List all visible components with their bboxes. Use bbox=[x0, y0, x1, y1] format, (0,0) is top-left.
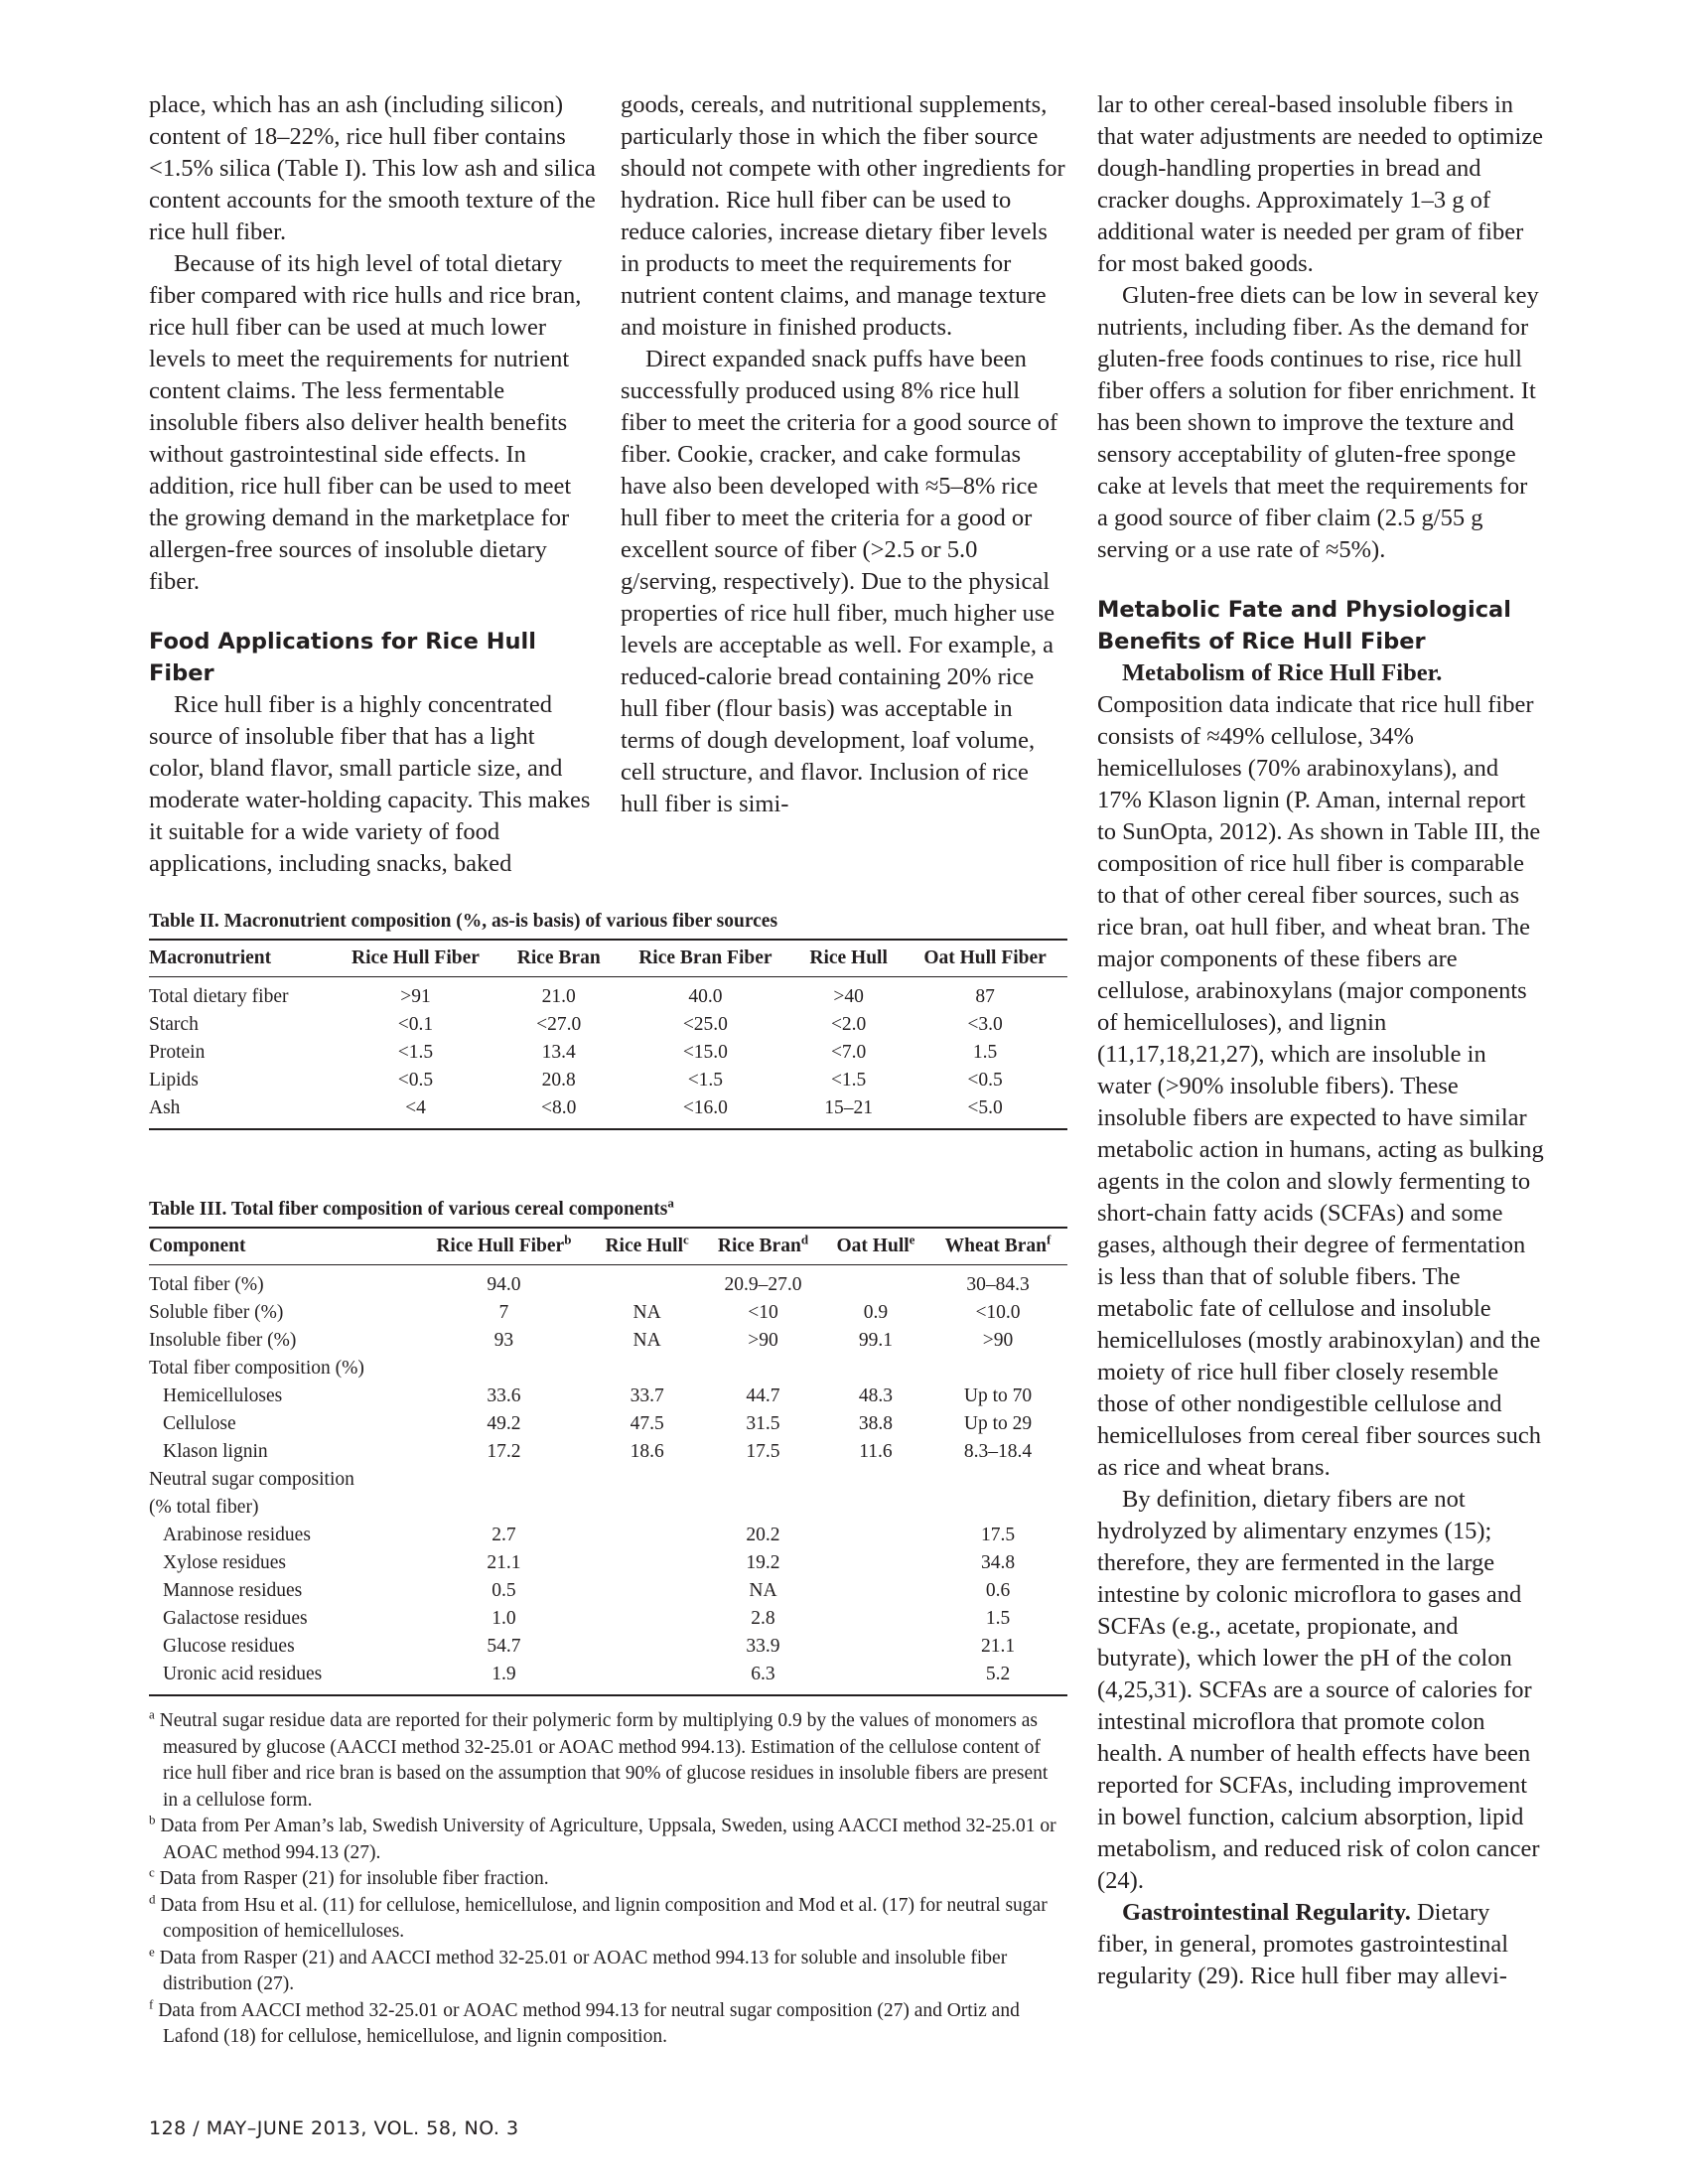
row-label: Cellulose bbox=[163, 1413, 236, 1434]
table-cell: 17.2 bbox=[487, 1441, 521, 1462]
table-cell: 33.9 bbox=[746, 1636, 780, 1657]
table-cell bbox=[591, 1522, 703, 1549]
table-cell: >91 bbox=[400, 986, 431, 1007]
footnote-marker: d bbox=[149, 1891, 156, 1906]
table-macronutrient-composition bbox=[149, 909, 1067, 1130]
table-cell: 2.7 bbox=[492, 1525, 516, 1545]
column-header: Macronutrient bbox=[149, 940, 330, 977]
table-cell: 5.2 bbox=[928, 1661, 1067, 1695]
table-cell bbox=[703, 1355, 823, 1383]
table-cell bbox=[591, 1265, 703, 1300]
table-cell: 48.3 bbox=[858, 1385, 894, 1406]
paragraph-text: Dietary fiber, in general, promotes gastrointestinal regularity (29). Rice hull fiber may allevi- bbox=[1097, 1899, 1509, 1989]
table-row bbox=[149, 1355, 1067, 1383]
table-cell bbox=[823, 1355, 928, 1383]
row-label: Arabinose residues bbox=[163, 1525, 311, 1545]
table-cell: 11.6 bbox=[859, 1441, 893, 1462]
row-label: Glucose residues bbox=[163, 1636, 295, 1657]
table-cell: 2.8 bbox=[751, 1608, 775, 1629]
table-header-row bbox=[149, 1228, 1067, 1265]
column-header: Component bbox=[149, 1228, 416, 1265]
paragraph-text: Composition data indicate that rice hull fiber consists of ≈49% cellulose, 34% hemicelluloses (70% arabinoxylans), and 17% Klason lignin (P. Aman, internal report to SunOpta, 2012). As shown in Table III, the composition of rice hull fiber is comparable to that of other cereal fiber sources, such as rice bran, oat hull fiber, and wheat bran. The major components of these fibers are cellulose, arabinoxylans (major components of hemicelluloses), and lignin (11,17,18,21,27), which are insoluble in water (>90% insoluble fibers). These insoluble fibers are expected to have similar metabolic action in humans, acting as bulking agents in the colon and slowly fermenting to short-chain fatty acids (SCFAs) and some gases, although their degree of fermentation is less than that of soluble fibers. The metabolic fate of cellulose and insoluble hemicelluloses (mostly arabinoxylan) and the moiety of rice hull fiber closely resemble those of other nondigestible cellulose and hemicelluloses from cereal fiber sources such as rice and wheat brans. bbox=[1097, 691, 1544, 1481]
table-cell bbox=[416, 1466, 591, 1494]
table-cell bbox=[591, 1494, 703, 1522]
table-cell: Up to 70 bbox=[963, 1385, 1033, 1406]
table-cell: <1.5 bbox=[687, 1070, 724, 1091]
table-cell: <1.5 bbox=[830, 1070, 867, 1091]
table-cell: 20.2 bbox=[746, 1525, 780, 1545]
row-label: Total fiber (%) bbox=[149, 1274, 264, 1295]
table-cell bbox=[703, 1466, 823, 1494]
table-cell bbox=[928, 1494, 1067, 1522]
table-cell bbox=[823, 1494, 928, 1522]
table-cell: 21.1 bbox=[487, 1552, 521, 1573]
table-cell: 19.2 bbox=[746, 1552, 780, 1573]
table-cell bbox=[823, 1633, 928, 1661]
footnote bbox=[149, 1708, 1067, 1814]
table-cell bbox=[591, 1355, 703, 1383]
column-header: Rice Bran bbox=[501, 940, 617, 977]
table-cell: 21.1 bbox=[980, 1636, 1016, 1657]
table-cell: <1.5 bbox=[397, 1042, 434, 1063]
footnote-text: Data from Rasper (21) for insoluble fiber fraction. bbox=[159, 1868, 549, 1889]
table-cell: 47.5 bbox=[630, 1413, 664, 1434]
footnote bbox=[149, 1866, 1067, 1893]
footnote bbox=[149, 1998, 1067, 2051]
row-label: Lipids bbox=[149, 1070, 199, 1091]
table-cell bbox=[591, 1633, 703, 1661]
table-cell: 1.0 bbox=[492, 1608, 516, 1629]
footnote bbox=[149, 1893, 1067, 1946]
table-cell: >90 bbox=[748, 1330, 778, 1351]
row-label: Soluble fiber (%) bbox=[149, 1302, 284, 1323]
table-cell: 0.5 bbox=[492, 1580, 516, 1601]
paragraph: Direct expanded snack puffs have been successfully produced using 8% rice hull fiber to meet the criteria for a good source of fiber. Cookie, cracker, and cake formulas have also been developed with ≈5–8% rice hull fiber to meet the criteria for a good or excellent source of fiber (>2.5 or 5.0 g/serving, respectively). Due to the physical properties of rice hull fiber, much higher use levels are acceptable as well. For example, a reduced-calorie bread containing 20% rice hull fiber (flour basis) was acceptable in terms of dough development, loaf volume, cell structure, and flavor. Inclusion of rice hull fiber is simi- bbox=[621, 346, 1058, 817]
table-cell: 17.5 bbox=[980, 1525, 1016, 1545]
footnote-text: Neutral sugar residue data are reported for their polymeric form by multiplying 0.9 by the values of monomers as measured by glucose (AACCI method 32-25.01 or AOAC method 994.13). Estimation of the cellulose content of rice hull fiber and rice bran is based on the assumption that 90% of glucose residues in insoluble fibers are present in a cellulose form. bbox=[159, 1710, 1049, 1811]
table-cell bbox=[416, 1355, 591, 1383]
table-row bbox=[149, 1299, 1067, 1327]
table-cell: NA bbox=[749, 1580, 777, 1601]
table-row bbox=[149, 1265, 1067, 1300]
table-cell: 18.6 bbox=[630, 1441, 664, 1462]
table-caption bbox=[149, 1197, 1067, 1227]
table-cell bbox=[823, 1605, 928, 1633]
table-cell: <16.0 bbox=[617, 1094, 794, 1129]
table-row bbox=[149, 1494, 1067, 1522]
table-cell: 33.7 bbox=[630, 1385, 664, 1406]
table-total-fiber-composition bbox=[149, 1197, 1067, 1696]
table-cell: <15.0 bbox=[682, 1042, 728, 1063]
table-cell: <2.0 bbox=[830, 1014, 867, 1035]
footnote-marker: c bbox=[149, 1864, 155, 1880]
table-cell bbox=[591, 1466, 703, 1494]
table-cell: 0.9 bbox=[863, 1302, 889, 1323]
text-column-3 bbox=[1097, 89, 1544, 1992]
table-row bbox=[149, 977, 1067, 1012]
section-heading: Metabolic Fate and Physiological Benefits of Rice Hull Fiber bbox=[1097, 597, 1511, 655]
table-cell: <7.0 bbox=[830, 1042, 867, 1063]
row-label: Galactose residues bbox=[163, 1608, 308, 1629]
table-cell: 49.2 bbox=[487, 1413, 521, 1434]
run-in-heading: Metabolism of Rice Hull Fiber. bbox=[1122, 659, 1443, 686]
table-row bbox=[149, 1383, 1067, 1410]
table-cell bbox=[823, 1522, 928, 1549]
table-cell: <8.0 bbox=[501, 1094, 617, 1129]
table-cell: <10.0 bbox=[975, 1302, 1021, 1323]
table-cell: 0.6 bbox=[985, 1580, 1011, 1601]
table-cell bbox=[591, 1577, 703, 1605]
table-cell bbox=[823, 1466, 928, 1494]
footnote-marker: e bbox=[149, 1944, 155, 1959]
table-cell: NA bbox=[633, 1302, 661, 1323]
table-cell: 1.5 bbox=[985, 1608, 1011, 1629]
table-cell: 99.1 bbox=[858, 1330, 894, 1351]
table-cell bbox=[928, 1355, 1067, 1383]
section-heading: Food Applications for Rice Hull Fiber bbox=[149, 629, 536, 686]
paragraph: goods, cereals, and nutritional supplements, particularly those in which the fiber source should not compete with other ingredients for hydration. Rice hull fiber can be used to reduce calories, increase dietary fiber levels in products to meet the requirements for nutrient content claims, and manage texture and moisture in finished products. bbox=[621, 91, 1065, 341]
table-cell: 94.0 bbox=[487, 1274, 521, 1295]
table-cell: 38.8 bbox=[858, 1413, 894, 1434]
table-cell: <10 bbox=[748, 1302, 778, 1323]
table-cell: 21.0 bbox=[541, 986, 576, 1007]
table-cell bbox=[703, 1494, 823, 1522]
run-in-heading: Gastrointestinal Regularity. bbox=[1122, 1899, 1411, 1926]
row-label: Neutral sugar composition bbox=[149, 1469, 354, 1490]
table-row bbox=[149, 1094, 1067, 1129]
row-label: Xylose residues bbox=[163, 1552, 287, 1573]
row-label: Uronic acid residues bbox=[149, 1661, 416, 1695]
paragraph: Rice hull fiber is a highly concentrated source of insoluble fiber that has a light color, bland flavor, small particle size, and moderate water-holding capacity. This makes it suitable for a wide variety of food applications, including snacks, baked bbox=[149, 691, 591, 877]
table-caption: Table II. Macronutrient composition (%, as-is basis) of various fiber sources bbox=[149, 911, 778, 932]
table-row bbox=[149, 1410, 1067, 1438]
table-cell bbox=[591, 1605, 703, 1633]
table-cell: 33.6 bbox=[487, 1385, 521, 1406]
table-cell bbox=[823, 1661, 928, 1695]
column-header: Rice Hull$^c$ bbox=[591, 1228, 703, 1265]
row-label: Total dietary fiber bbox=[149, 986, 289, 1007]
table-row bbox=[149, 1577, 1067, 1605]
table-header-row bbox=[149, 940, 1067, 977]
table-cell: 20.9–27.0 bbox=[724, 1274, 802, 1295]
table-cell: <25.0 bbox=[682, 1014, 728, 1035]
footnote-text: Data from Rasper (21) and AACCI method 32-25.01 or AOAC method 994.13 for soluble and insoluble fiber distribution (27). bbox=[159, 1947, 1008, 1994]
table-row bbox=[149, 1633, 1067, 1661]
column-header: Rice Hull bbox=[794, 940, 903, 977]
table-cell: 1.9 bbox=[416, 1661, 591, 1695]
table-cell: >90 bbox=[982, 1330, 1014, 1351]
table-row bbox=[149, 1549, 1067, 1577]
column-header: Rice Hull Fiber bbox=[330, 940, 501, 977]
table-cell: NA bbox=[633, 1330, 661, 1351]
table-footnotes bbox=[149, 1708, 1067, 2051]
row-label: Hemicelluloses bbox=[163, 1385, 283, 1406]
table-cell: <0.5 bbox=[967, 1070, 1003, 1091]
paragraph: lar to other cereal-based insoluble fibers in that water adjustments are needed to optimize dough-handling properties in bread and cracker doughs. Approximately 1–3 g of additional water is needed per gram of fiber for most baked goods. bbox=[1097, 91, 1544, 277]
footnote bbox=[149, 1814, 1067, 1866]
table-cell: 15–21 bbox=[794, 1094, 903, 1129]
paragraph: Gluten-free diets can be low in several key nutrients, including fiber. As the demand for gluten-free foods continues to rise, rice hull fiber offers a solution for fiber enrichment. It has been shown to improve the texture and sensory acceptability of gluten-free sponge cake at levels that meet the requirements for a good source of fiber claim (2.5 g/55 g serving or a use rate of ≈5%). bbox=[1097, 282, 1539, 563]
row-label: Klason lignin bbox=[163, 1441, 268, 1462]
column-header: Rice Bran Fiber bbox=[617, 940, 794, 977]
row-label: Total fiber composition (%) bbox=[149, 1358, 364, 1379]
column-header: Wheat Bran$^f$ bbox=[928, 1228, 1067, 1265]
footnote-text: Data from Per Aman’s lab, Swedish University of Agriculture, Uppsala, Sweden, using AACCI method 32-25.01 or AOAC method 994.13 (27). bbox=[160, 1816, 1056, 1863]
row-label: Ash bbox=[149, 1094, 330, 1129]
table-row bbox=[149, 1661, 1067, 1695]
table-cell: <0.1 bbox=[397, 1014, 434, 1035]
row-label: Starch bbox=[149, 1014, 199, 1035]
table-cell: >40 bbox=[833, 986, 864, 1007]
row-label: Insoluble fiber (%) bbox=[149, 1330, 297, 1351]
table-cell: 40.0 bbox=[688, 986, 723, 1007]
paragraph: Because of its high level of total dietary fiber compared with rice hulls and rice bran, rice hull fiber can be used at much lower levels to meet the requirements for nutrient content claims. The less fermentable insoluble fibers also deliver health benefits without gastrointestinal side effects. In addition, rice hull fiber can be used to meet the growing demand in the marketplace for allergen-free sources of insoluble dietary fiber. bbox=[149, 250, 582, 595]
footnote-marker: a bbox=[149, 1706, 155, 1722]
footnote-text: Data from AACCI method 32-25.01 or AOAC method 994.13 for neutral sugar composition (27) and Ortiz and Lafond (18) for cellulose, hemicellulose, and lignin composition. bbox=[158, 1999, 1020, 2047]
footnote-marker: a bbox=[667, 1195, 674, 1211]
table-cell: 7 bbox=[498, 1302, 509, 1323]
table-cell: 93 bbox=[493, 1330, 514, 1351]
table-row bbox=[149, 1039, 1067, 1067]
table-row bbox=[149, 1327, 1067, 1355]
table-cell bbox=[823, 1549, 928, 1577]
table-cell: 1.5 bbox=[972, 1042, 998, 1063]
footnote-marker: f bbox=[149, 1996, 154, 2011]
table-cell: <0.5 bbox=[397, 1070, 434, 1091]
table-cell: <4 bbox=[330, 1094, 501, 1129]
row-label: (% total fiber) bbox=[149, 1497, 259, 1518]
table-cell: 87 bbox=[975, 986, 995, 1007]
table-cell: <27.0 bbox=[536, 1014, 582, 1035]
table-cell: <5.0 bbox=[903, 1094, 1067, 1129]
table-cell: 8.3–18.4 bbox=[963, 1441, 1033, 1462]
table-cell: 20.8 bbox=[541, 1070, 576, 1091]
table-row bbox=[149, 1522, 1067, 1549]
table-cell: 17.5 bbox=[746, 1441, 780, 1462]
row-label: Protein bbox=[149, 1042, 206, 1063]
column-header: Oat Hull$^e$ bbox=[823, 1228, 928, 1265]
paragraph bbox=[1097, 657, 1544, 1484]
footnote-text: Data from Hsu et al. (11) for cellulose, hemicellulose, and lignin composition and Mod et al. (17) for neutral sugar composition of hemicelluloses. bbox=[160, 1894, 1048, 1942]
table-cell: 13.4 bbox=[541, 1042, 576, 1063]
table-row bbox=[149, 1067, 1067, 1094]
table-cell bbox=[823, 1265, 928, 1300]
paragraph bbox=[1097, 1897, 1544, 1992]
caption-text: Table III. Total fiber composition of various cereal components bbox=[149, 1199, 668, 1220]
table-cell: 34.8 bbox=[980, 1552, 1016, 1573]
text-column-1 bbox=[149, 89, 596, 880]
table-cell: 54.7 bbox=[487, 1636, 521, 1657]
page-footer: 128 / MAY–JUNE 2013, VOL. 58, NO. 3 bbox=[149, 2117, 519, 2139]
table-cell bbox=[928, 1466, 1067, 1494]
paragraph: By definition, dietary fibers are not hydrolyzed by alimentary enzymes (15); therefore, they are fermented in the large intestine by colonic microflora to gases and SCFAs (e.g., acetate, propionate, and butyrate), which lower the pH of the colon (4,25,31). SCFAs are a source of calories for intestinal microflora that promote colon health. A number of health effects have been reported for SCFAs, including improvement in bowel function, calcium absorption, lipid metabolism, and reduced risk of colon cancer (24). bbox=[1097, 1486, 1540, 1894]
data-table bbox=[149, 1227, 1067, 1696]
table-cell: 6.3 bbox=[703, 1661, 823, 1695]
data-table bbox=[149, 939, 1067, 1130]
table-row bbox=[149, 1011, 1067, 1039]
table-cell bbox=[591, 1549, 703, 1577]
table-cell: 30–84.3 bbox=[966, 1274, 1030, 1295]
table-cell: <3.0 bbox=[967, 1014, 1003, 1035]
table-row bbox=[149, 1466, 1067, 1494]
table-cell: Up to 29 bbox=[963, 1413, 1033, 1434]
table-row bbox=[149, 1605, 1067, 1633]
footnote bbox=[149, 1946, 1067, 1998]
table-row bbox=[149, 1438, 1067, 1466]
table-cell bbox=[823, 1577, 928, 1605]
column-header: Oat Hull Fiber bbox=[903, 940, 1067, 977]
footnote-marker: b bbox=[149, 1812, 156, 1827]
row-label: Mannose residues bbox=[163, 1580, 303, 1601]
table-cell: 31.5 bbox=[746, 1413, 780, 1434]
paragraph: place, which has an ash (including silicon) content of 18–22%, rice hull fiber contains <1.5% silica (Table I). This low ash and silica content accounts for the smooth texture of the rice hull fiber. bbox=[149, 91, 596, 245]
table-cell bbox=[416, 1494, 591, 1522]
column-header: Rice Hull Fiber$^b$ bbox=[416, 1228, 591, 1265]
column-header: Rice Bran$^d$ bbox=[703, 1228, 823, 1265]
table-cell: 44.7 bbox=[746, 1385, 780, 1406]
text-column-2 bbox=[621, 89, 1067, 820]
table-cell bbox=[591, 1661, 703, 1695]
